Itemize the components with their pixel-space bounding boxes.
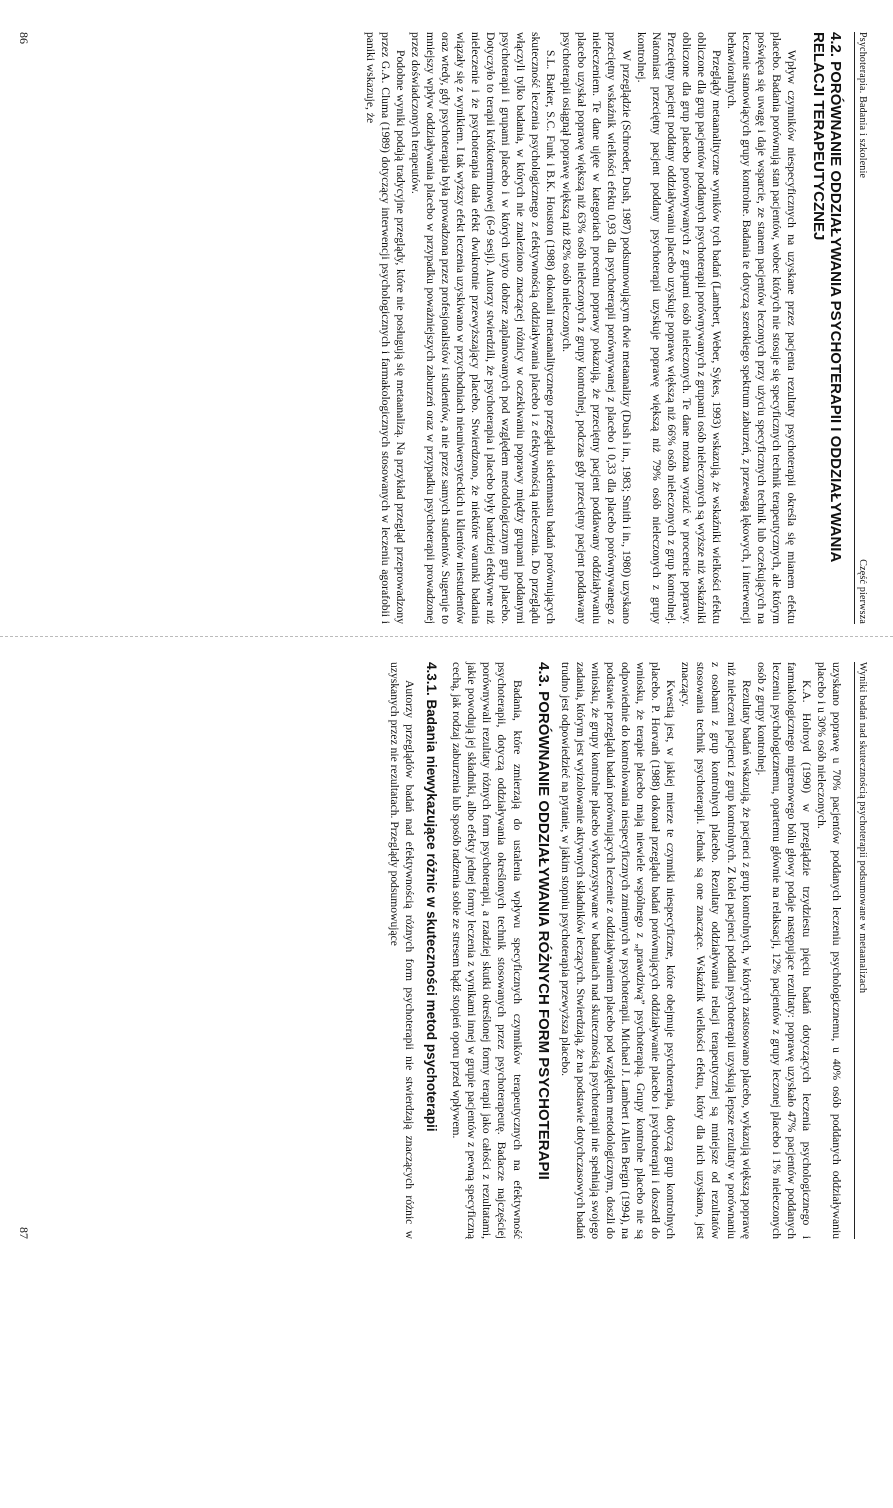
paragraph: Podobne wyniki podają tradycyjne przeglądy, które nie posługują się metaanalizą. Na przykład przegląd przeprowadzony przez G.A. Clumа (1989) dotyczący interwencji psychologicznych i farmakologicznych stosowanych w leczeniu agorafobii i paniki wskazuje, że: [363, 32, 407, 624]
paragraph: K.A. Holroyd (1990) w przeglądzie trzydziestu pięciu badań dotyczących leczenia psychologicznego i farmakologicznego migrenowego bólu głowy podaje następujące rezultaty: poprawę uzyskało 47% pacjentów poddanych leczeniu psychologicznemu, opartemu głównie na relaksacji, 12% pacjentów z grupy leczonej placebo i 1% nieleczonych osób z grupy kontrolnej.: [754, 662, 813, 1239]
paragraph: Autorzy przeglądów badań nad efektywnością różnych form psychoterapii nie stwierdzają znaczących różnic w uzyskanych przez nie rezultatach. Przeglądy podsumowujące: [388, 662, 417, 1239]
running-head: [854, 662, 868, 1239]
paragraph: Przeglądy metaanalityczne wyników tych badań (Lambert, Weber, Sykes, 1993) wskazują, że wskaźniki wielkości efektu obliczone dla grup pacjentów poddanych psychoterapii porównywanych z grupami osób nieleczonych są wyższe niż wskaźniki obliczone dla grup placebo porównywanych z grupami osób nieleczonych. Te dane można wyrazić w procencie poprawy. Przeciętny pacjent poddany oddziaływaniu placebo uzyskuje poprawę większą niż 66% osób nieleczonych z grup kontrolnej. Natomiast przeciętny pacjent poddany psychoterapii uzyskuje poprawę większą niż 79% osób nieleczonych z grupy kontrolnej.: [634, 32, 724, 624]
paragraph: S.L. Barker, S.C. Funk i B.K. Houston (1988) dokonali metaanalitycznego przeglądu siedemnastu badań porównujących skuteczność leczenia psychologicznego z efektywnością oddziaływania placebo i z efektywnością nieleczenia. Do przeglądu włączyli tylko badania, w których nie znaleziono znaczącej różnicy w oczekiwaniu poprawy między grupami poddanymi psychoterapii i grupami placebo i w których użyto dobrze zaplanowanych pod względem metodologicznym grup placebo. Dotyczyło to terapii krótkoterminowej (6-9 sesji). Autorzy stwierdzili, że psychoterapia i placebo były bardziej efektywne niż nieleczenie i że psychoterapia dała efekt dwukrotnie przewyższający placebo. Stwierdzono, że niektóre warunki badania wiązały się z wynikiem. I tak wyższy efekt leczenia uzyskiwano w przychodniach nieuniwersyteckich u klientów niestudentów oraz wtedy, gdy psychoterapia była prowadzona przez profesjonalistów i studentów, a nie przez samych studentów. Sugeruje to mniejszy wpływ oddziaływania placebo w przypadku poważniejszych zaburzeń oraz w przypadku psychoterapii prowadzonej przez doświadczonych terapeutów.: [408, 32, 558, 624]
paragraph: Wpływ czynników niespecyficznych na uzyskane przez pacjenta rezultaty psychoterapii określa się mianem efektu placebo. Badania porównują stan pacjentów, wobec których nie stosuje się specyficznych technik terapeutycznych, ale którym poświęca się uwagę i daje wsparcie, ze stanem pacjentów leczonych przy użyciu specyficznych technik lub oczekujących na leczenie stanowiących grupy kontrolne. Badania te dotyczą szerokiego spektrum zaburzeń, z przewagą lękowych, i interwencji behawioralnych.: [725, 32, 799, 624]
paragraph: Rezultaty badań wskazują, że pacjenci z grup kontrolnych, w których zastosowano placebo, wykazują większą poprawę niż nieleczeni pacjenci z grup kontrolnych. Z kolei pacjenci poddani psychoterapii uzyskują lepsze rezultaty w porównaniu z osobami z grup kontrolnych placebo. Rezultaty oddziaływania relacji terapeutycznej są mniejsze od rezultatów stosowania technik psychoterapii. Jednak są one znaczące. Wskaźnik wielkości efektu, który dla nich uzyskano, jest znaczący.: [679, 662, 753, 1239]
section-title: 4.3. PORÓWNANIE ODDZIAŁYWANIA RÓŻNYCH FORM PSYCHOTERAPII: [534, 662, 552, 1180]
running-head: [854, 32, 868, 624]
page-number: 87: [17, 1227, 31, 1239]
section-title: 4.2. PORÓWNANIE ODDZIAŁYWANIA PSYCHOTERAPII I ODDZIAŁYWANIA RELACJI TERAPEUTYCZNEJ: [809, 32, 844, 562]
running-head-right: Część pierwsza: [857, 559, 868, 624]
paragraph: W przeglądzie (Schroeder, Dush, 1987) podsumowującym dwie metaanalizy (Dush i in., 1983; Smith i in., 1980) uzyskano przeciętny wskaźnik wielkości efektu 0,93 dla psychoterapii porównywanej z placebo i 0,33 dla placebo porównywanego z nieleczeniem. Te dane ujęte w kategoriach procentu poprawy pokazują, że przeciętny pacjent poddawany oddziaływaniu placebo uzyskał poprawę większą niż 63% osób nieleczonych z grupy kontrolnej, podczas gdy przeciętny pacjent poddawany psychoterapii osiągnął poprawę większą niż 82% osób nieleczonych.: [559, 32, 633, 624]
paragraph: uzyskano poprawę u 70% pacjentów poddanych leczeniu psychologicznemu, u 40% osób poddanych oddziaływaniu placebo i u 30% osób nieleczonych.: [814, 662, 843, 1239]
divider: [0, 636, 893, 637]
subsection-title: 4.3.1. Badania niewykazujące różnic w skuteczności metod psychoterapii: [424, 662, 440, 1132]
paragraph: Badania, które zmierzają do ustalenia wpływu specyficznych czynników terapeutycznych na efektywność psychoterapii, dotyczą oddziaływania określonych technik stosowanych przez psychoterapeutę. Badacze najczęściej porównywali rezultaty różnych form psychoterapii, a rzadziej skutki określonej formy terapii jako całości z rezultatami, jakie powodują jej składniki, albo efekty jednej formy leczenia z wynikami innej w grupie pacjentów z pewną specyficzną cechą, jak rodzaj zaburzenia lub sposób radzenia sobie ze stresem bądź stopień oporu przed wpływem.: [450, 662, 524, 1239]
right-page: [16, 648, 868, 1508]
paragraph: Kwestią jest, w jakiej mierze te czynniki niespecyficzne, które obejmuje psychoterapia, dotyczą grup kontrolnych placebo. P. Horvath (1988) dokonał przeglądu badań porównujących oddziaływanie placebo i psychoterapii i doszedł do wniosku, że terapie placebo mają niewiele wspólnego z „prawdziwą” psychoterapią. Grupy kontrolne placebo nie są odpowiednie do kontrolowania niespecyficznych zmiennych w psychoterapii. Michael J. Lambert i Allen Bergin (1994), na podstawie przeglądu badań porównujących leczenie z oddziaływaniem placebo pod względem metodologicznym, doszli do wniosku, że grupy kontrolne placebo wykorzystywane w badaniach nad skutecznością psychoterapii nie spełniają swojego zadania, którym jest wyizolowanie aktywnych składników leczących. Stwierdzają, że na podstawie dotychczasowych badań trudno jest odpowiedzieć na pytanie, w jakim stopniu psychoterapia przewyższa placebo.: [558, 662, 678, 1239]
page-number: 86: [17, 32, 31, 44]
running-head-left: Wyniki badań nad skutecznością psychoterapii podsumowane w metaanalizach: [857, 662, 868, 994]
running-head-left: Psychoterapia. Badania i szkolenie: [857, 32, 868, 179]
